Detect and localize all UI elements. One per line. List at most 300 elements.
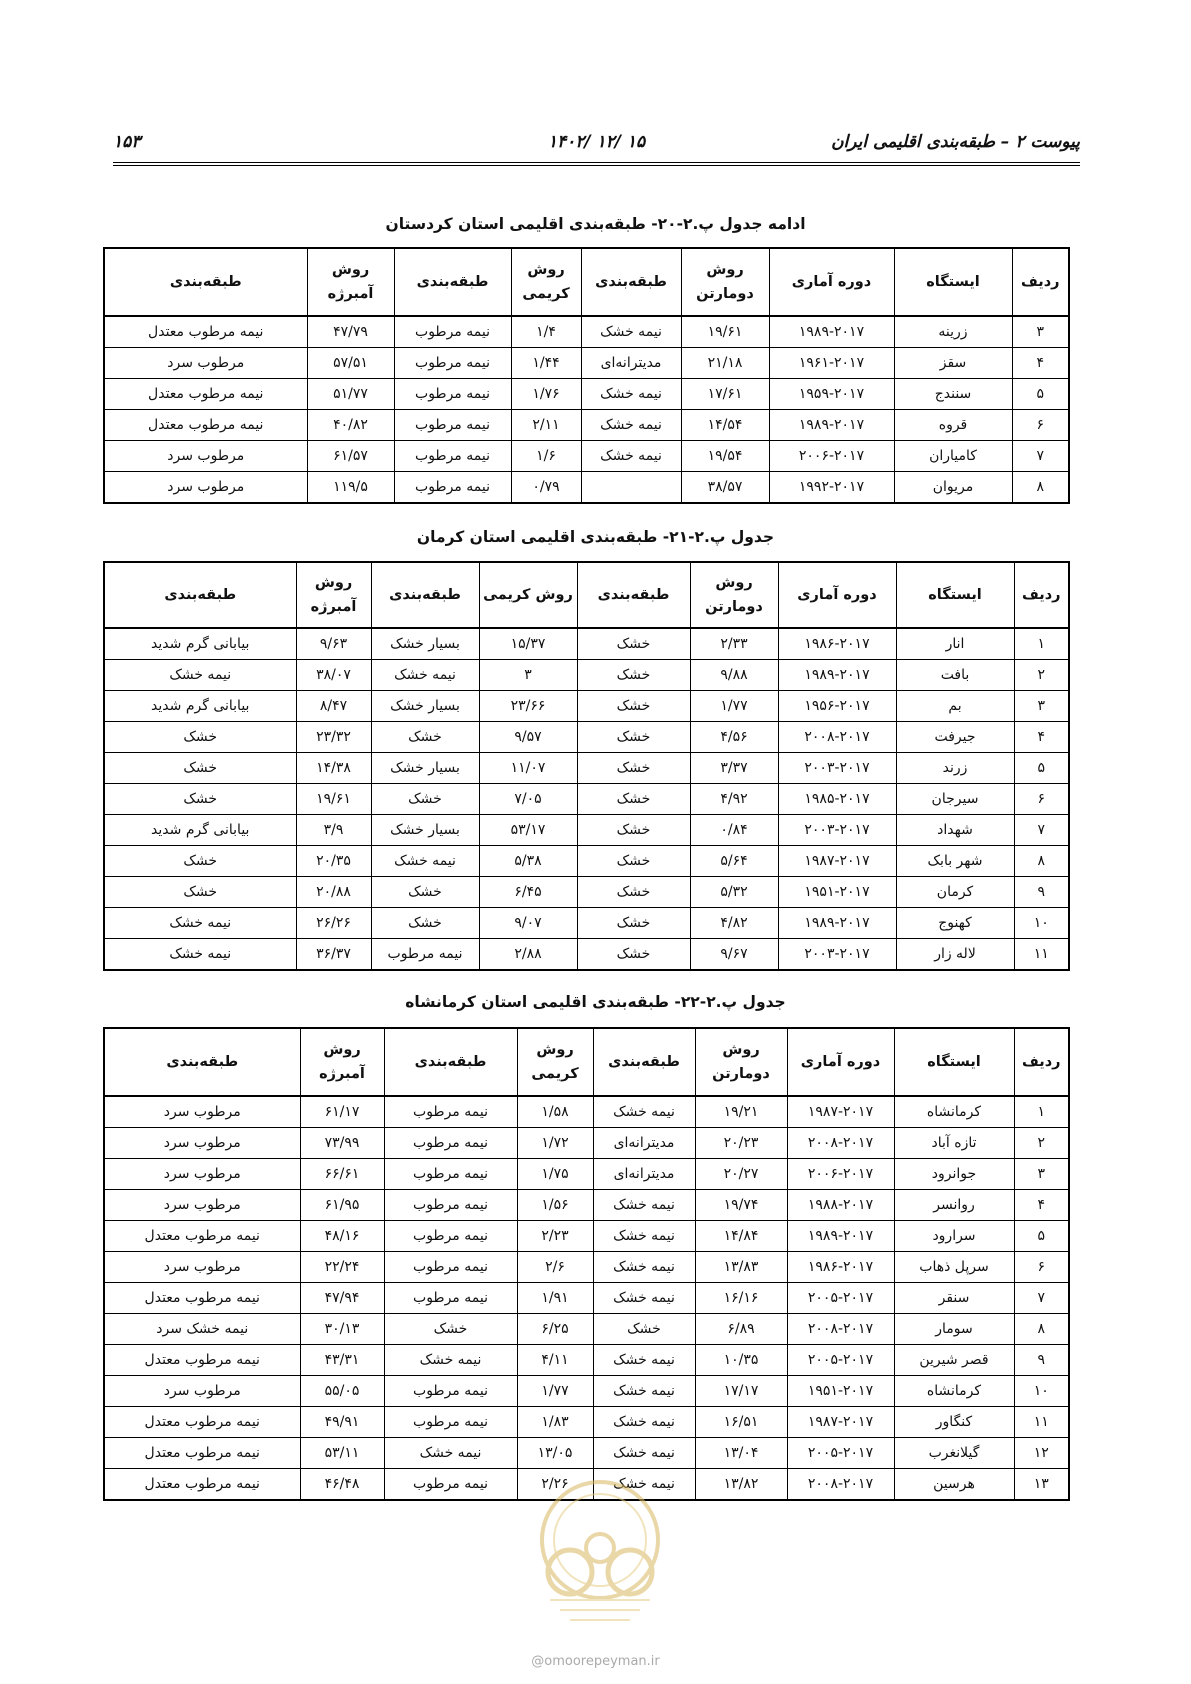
cell-period: ۱۹۵۶-۲۰۱۷ [778, 691, 896, 722]
header-station: ایستگاه [894, 1028, 1014, 1096]
table-row [104, 908, 1069, 939]
header-demartonne: روش دومارتن [690, 562, 778, 628]
cell-dm: ۲۰/۲۷ [695, 1159, 787, 1190]
cell-em-class: خشک [104, 722, 296, 753]
cell-em: ۱۹/۶۱ [296, 784, 371, 815]
cell-station: انار [896, 628, 1014, 660]
table2-caption: جدول پ.۲-۲۱- طبقه‌بندی اقلیمی استان کرمان [416, 528, 775, 546]
cell-kr-class: نیمه مرطوب [371, 939, 479, 971]
header-demartonne: روش دومارتن [695, 1028, 787, 1096]
header-period: دوره آماری [769, 248, 894, 316]
table3-caption: جدول پ.۲-۲۲- طبقه‌بندی اقلیمی استان کرمانشاه [405, 993, 786, 1011]
table-row [104, 1407, 1069, 1438]
cell-period: ۱۹۸۸-۲۰۱۷ [787, 1190, 894, 1221]
cell-em: ۳۰/۱۳ [300, 1314, 384, 1345]
cell-em-class: نیمه مرطوب معتدل [104, 316, 307, 348]
cell-dm-class: نیمه خشک [593, 1221, 695, 1252]
cell-em-class: نیمه مرطوب معتدل [104, 379, 307, 410]
cell-em: ۵۵/۰۵ [300, 1376, 384, 1407]
cell-em: ۱۱۹/۵ [307, 472, 394, 504]
cell-kr: ۱/۷۲ [517, 1128, 593, 1159]
header-station: ایستگاه [894, 248, 1012, 316]
cell-kr-class: نیمه مرطوب [384, 1376, 517, 1407]
table-kerman [103, 561, 1070, 971]
cell-dm-class: نیمه خشک [593, 1407, 695, 1438]
cell-period: ۱۹۵۱-۲۰۱۷ [787, 1376, 894, 1407]
cell-station: قروه [894, 410, 1012, 441]
cell-kr: ۵/۳۸ [479, 846, 577, 877]
cell-period: ۲۰۰۸-۲۰۱۷ [787, 1314, 894, 1345]
cell-kr: ۱/۶ [511, 441, 581, 472]
cell-em-class: مرطوب سرد [104, 1159, 300, 1190]
cell-em: ۲۶/۲۶ [296, 908, 371, 939]
cell-dm: ۰/۸۴ [690, 815, 778, 846]
table-row [104, 441, 1069, 472]
cell-em-class: نیمه مرطوب معتدل [104, 1407, 300, 1438]
cell-period: ۲۰۰۳-۲۰۱۷ [778, 939, 896, 971]
cell-dm: ۱۳/۰۴ [695, 1438, 787, 1469]
cell-station: جیرفت [896, 722, 1014, 753]
header-kerimi: روش کریمی [479, 562, 577, 628]
cell-station: سرپل ذهاب [894, 1252, 1014, 1283]
table-row [104, 379, 1069, 410]
cell-station: مریوان [894, 472, 1012, 504]
table-row [104, 722, 1069, 753]
cell-em: ۴۰/۸۲ [307, 410, 394, 441]
cell-station: بم [896, 691, 1014, 722]
cell-station: سنندج [894, 379, 1012, 410]
cell-dm: ۱۶/۱۶ [695, 1283, 787, 1314]
cell-radif: ۱۲ [1014, 1438, 1069, 1469]
cell-radif: ۷ [1014, 1283, 1069, 1314]
cell-em: ۷۳/۹۹ [300, 1128, 384, 1159]
cell-radif: ۲ [1014, 660, 1069, 691]
cell-station: بافت [896, 660, 1014, 691]
cell-period: ۱۹۸۹-۲۰۱۷ [787, 1221, 894, 1252]
cell-kr: ۹/۰۷ [479, 908, 577, 939]
cell-kr-class: نیمه مرطوب [384, 1096, 517, 1128]
cell-kr: ۱/۹۱ [517, 1283, 593, 1314]
cell-radif: ۷ [1014, 815, 1069, 846]
cell-dm-class: نیمه خشک [593, 1345, 695, 1376]
cell-station: سقز [894, 348, 1012, 379]
cell-kr-class: خشک [384, 1314, 517, 1345]
cell-kr: ۱۵/۳۷ [479, 628, 577, 660]
cell-kr: ۲/۸۸ [479, 939, 577, 971]
cell-period: ۲۰۰۳-۲۰۱۷ [778, 815, 896, 846]
cell-dm: ۳۸/۵۷ [681, 472, 769, 504]
cell-em: ۴۹/۹۱ [300, 1407, 384, 1438]
cell-kr: ۶/۲۵ [517, 1314, 593, 1345]
cell-dm-class: نیمه خشک [593, 1096, 695, 1128]
cell-kr-class: نیمه مرطوب [384, 1469, 517, 1501]
cell-dm: ۱۳/۸۳ [695, 1252, 787, 1283]
cell-period: ۲۰۰۵-۲۰۱۷ [787, 1345, 894, 1376]
cell-radif: ۳ [1014, 1159, 1069, 1190]
cell-kr: ۱/۷۶ [511, 379, 581, 410]
cell-kr: ۹/۵۷ [479, 722, 577, 753]
cell-dm: ۵/۳۲ [690, 877, 778, 908]
cell-em: ۴۳/۳۱ [300, 1345, 384, 1376]
cell-dm-class: نیمه خشک [581, 441, 681, 472]
cell-dm-class [581, 472, 681, 504]
cell-kr: ۱/۸۳ [517, 1407, 593, 1438]
cell-station: کرمان [896, 877, 1014, 908]
table-row [104, 1221, 1069, 1252]
cell-kr-class: نیمه خشک [371, 846, 479, 877]
table-row [104, 1096, 1069, 1128]
cell-em-class: خشک [104, 877, 296, 908]
cell-station: زرند [896, 753, 1014, 784]
cell-kr: ۱/۴۴ [511, 348, 581, 379]
cell-em: ۲۳/۳۲ [296, 722, 371, 753]
cell-station: شهداد [896, 815, 1014, 846]
cell-radif: ۶ [1012, 410, 1069, 441]
cell-station: شهر بابک [896, 846, 1014, 877]
table-kermanshah [103, 1027, 1070, 1501]
cell-dm: ۲۰/۲۳ [695, 1128, 787, 1159]
cell-dm-class: خشک [577, 815, 690, 846]
cell-period: ۲۰۰۳-۲۰۱۷ [778, 753, 896, 784]
cell-kr-class: نیمه مرطوب [384, 1128, 517, 1159]
cell-dm: ۱۹/۲۱ [695, 1096, 787, 1128]
header-emberger: روش آمبرژه [300, 1028, 384, 1096]
header-kerimi: روش کریمی [517, 1028, 593, 1096]
cell-kr-class: نیمه مرطوب [394, 410, 511, 441]
cell-station: گیلانغرب [894, 1438, 1014, 1469]
page-number: ۱۵۳ [113, 132, 141, 152]
cell-em: ۸/۴۷ [296, 691, 371, 722]
cell-period: ۱۹۸۶-۲۰۱۷ [787, 1252, 894, 1283]
cell-em-class: مرطوب سرد [104, 441, 307, 472]
cell-station: سومار [894, 1314, 1014, 1345]
cell-station: سیرجان [896, 784, 1014, 815]
cell-dm: ۹/۸۸ [690, 660, 778, 691]
table1-caption: ادامه جدول پ.۲-۲۰- طبقه‌بندی اقلیمی استان کردستان [385, 215, 806, 233]
header-demartonne-class: طبقه‌بندی [577, 562, 690, 628]
table-row [104, 1314, 1069, 1345]
cell-period: ۱۹۸۷-۲۰۱۷ [787, 1096, 894, 1128]
cell-kr-class: بسیار خشک [371, 753, 479, 784]
cell-em-class: مرطوب سرد [104, 472, 307, 504]
cell-kr-class: نیمه مرطوب [384, 1221, 517, 1252]
cell-em-class: نیمه خشک [104, 908, 296, 939]
cell-period: ۱۹۸۹-۲۰۱۷ [769, 316, 894, 348]
cell-station: تازه آباد [894, 1128, 1014, 1159]
cell-dm: ۵/۶۴ [690, 846, 778, 877]
cell-dm: ۱/۷۷ [690, 691, 778, 722]
cell-em: ۵۱/۷۷ [307, 379, 394, 410]
cell-station: زرینه [894, 316, 1012, 348]
cell-dm-class: نیمه خشک [593, 1190, 695, 1221]
table-row [104, 1283, 1069, 1314]
table-row [104, 1376, 1069, 1407]
cell-kr: ۱/۵۸ [517, 1096, 593, 1128]
header-radif: ردیف [1014, 1028, 1069, 1096]
cell-radif: ۵ [1012, 379, 1069, 410]
cell-period: ۱۹۸۹-۲۰۱۷ [778, 660, 896, 691]
header-period: دوره آماری [778, 562, 896, 628]
cell-station: کرمانشاه [894, 1096, 1014, 1128]
cell-radif: ۱۱ [1014, 1407, 1069, 1438]
cell-em: ۲۲/۲۴ [300, 1252, 384, 1283]
header-emberger: روش آمبرژه [296, 562, 371, 628]
cell-dm-class: خشک [577, 846, 690, 877]
header-period: دوره آماری [787, 1028, 894, 1096]
cell-em-class: مرطوب سرد [104, 1128, 300, 1159]
table-row [104, 939, 1069, 971]
cell-kr: ۱۳/۰۵ [517, 1438, 593, 1469]
cell-kr: ۳ [479, 660, 577, 691]
cell-dm-class: خشک [577, 691, 690, 722]
cell-radif: ۶ [1014, 1252, 1069, 1283]
cell-em: ۶۱/۹۵ [300, 1190, 384, 1221]
cell-radif: ۵ [1014, 1221, 1069, 1252]
cell-period: ۱۹۸۷-۲۰۱۷ [787, 1407, 894, 1438]
cell-kr: ۲/۶ [517, 1252, 593, 1283]
cell-em-class: مرطوب سرد [104, 1190, 300, 1221]
cell-kr-class: نیمه مرطوب [394, 441, 511, 472]
cell-em-class: نیمه مرطوب معتدل [104, 1438, 300, 1469]
cell-kr: ۲/۲۳ [517, 1221, 593, 1252]
cell-dm: ۶/۸۹ [695, 1314, 787, 1345]
cell-kr-class: نیمه مرطوب [394, 379, 511, 410]
cell-em: ۳۸/۰۷ [296, 660, 371, 691]
header-emberger: روش آمبرژه [307, 248, 394, 316]
cell-radif: ۴ [1012, 348, 1069, 379]
cell-em-class: نیمه خشک [104, 660, 296, 691]
cell-radif: ۲ [1014, 1128, 1069, 1159]
cell-kr: ۲/۲۶ [517, 1469, 593, 1501]
cell-em-class: خشک [104, 753, 296, 784]
cell-station: کامیاران [894, 441, 1012, 472]
cell-kr: ۱/۵۶ [517, 1190, 593, 1221]
cell-em-class: بیابانی گرم شدید [104, 815, 296, 846]
cell-kr-class: خشک [371, 784, 479, 815]
cell-em-class: نیمه خشک [104, 939, 296, 971]
cell-dm-class: خشک [577, 660, 690, 691]
cell-dm-class: نیمه خشک [593, 1376, 695, 1407]
cell-em: ۴۷/۷۹ [307, 316, 394, 348]
cell-period: ۲۰۰۸-۲۰۱۷ [778, 722, 896, 753]
cell-em-class: نیمه مرطوب معتدل [104, 1283, 300, 1314]
cell-dm-class: خشک [577, 908, 690, 939]
header-emberger-class: طبقه‌بندی [104, 248, 307, 316]
cell-dm-class: خشک [577, 628, 690, 660]
cell-em-class: بیابانی گرم شدید [104, 691, 296, 722]
table-row [104, 784, 1069, 815]
cell-kr-class: نیمه مرطوب [384, 1407, 517, 1438]
table-row [104, 660, 1069, 691]
header-radif: ردیف [1014, 562, 1069, 628]
cell-dm-class: خشک [577, 784, 690, 815]
cell-kr-class: بسیار خشک [371, 815, 479, 846]
header-kerimi-class: طبقه‌بندی [384, 1028, 517, 1096]
cell-dm: ۱۹/۵۴ [681, 441, 769, 472]
cell-dm-class: نیمه خشک [581, 410, 681, 441]
cell-station: جوانرود [894, 1159, 1014, 1190]
cell-em: ۲۰/۳۵ [296, 846, 371, 877]
cell-radif: ۹ [1014, 877, 1069, 908]
cell-dm: ۴/۵۶ [690, 722, 778, 753]
table-row [104, 846, 1069, 877]
cell-kr: ۱/۷۷ [517, 1376, 593, 1407]
cell-radif: ۵ [1014, 753, 1069, 784]
cell-kr: ۱/۴ [511, 316, 581, 348]
table-row [104, 1128, 1069, 1159]
cell-radif: ۶ [1014, 784, 1069, 815]
cell-kr-class: نیمه خشک [384, 1438, 517, 1469]
cell-kr-class: بسیار خشک [371, 691, 479, 722]
cell-radif: ۸ [1014, 1314, 1069, 1345]
cell-kr-class: بسیار خشک [371, 628, 479, 660]
cell-dm-class: نیمه خشک [593, 1252, 695, 1283]
cell-em-class: نیمه مرطوب معتدل [104, 1221, 300, 1252]
cell-period: ۱۹۸۷-۲۰۱۷ [778, 846, 896, 877]
cell-period: ۱۹۸۵-۲۰۱۷ [778, 784, 896, 815]
cell-period: ۲۰۰۵-۲۰۱۷ [787, 1438, 894, 1469]
cell-radif: ۱۰ [1014, 908, 1069, 939]
cell-kr: ۶/۴۵ [479, 877, 577, 908]
cell-em: ۵۷/۵۱ [307, 348, 394, 379]
cell-period: ۱۹۸۹-۲۰۱۷ [769, 410, 894, 441]
cell-kr: ۵۳/۱۷ [479, 815, 577, 846]
cell-em: ۶۶/۶۱ [300, 1159, 384, 1190]
table-kurdistan [103, 247, 1070, 504]
header-emberger-class: طبقه‌بندی [104, 562, 296, 628]
cell-station: کهنوج [896, 908, 1014, 939]
cell-period: ۲۰۰۶-۲۰۱۷ [787, 1159, 894, 1190]
cell-kr-class: خشک [371, 908, 479, 939]
cell-period: ۲۰۰۵-۲۰۱۷ [787, 1283, 894, 1314]
cell-dm-class: مدیترانه‌ای [593, 1159, 695, 1190]
table-row [104, 472, 1069, 504]
cell-em: ۹/۶۳ [296, 628, 371, 660]
table-row [104, 691, 1069, 722]
header-title: پیوست ۲ – طبقه‌بندی اقلیمی ایران [831, 132, 1080, 152]
cell-dm-class: خشک [593, 1314, 695, 1345]
cell-em-class: نیمه خشک سرد [104, 1314, 300, 1345]
cell-dm-class: خشک [577, 877, 690, 908]
cell-kr: ۷/۰۵ [479, 784, 577, 815]
header-station: ایستگاه [896, 562, 1014, 628]
cell-em-class: مرطوب سرد [104, 1096, 300, 1128]
table-row [104, 1190, 1069, 1221]
header-demartonne: روش دومارتن [681, 248, 769, 316]
cell-period: ۱۹۶۱-۲۰۱۷ [769, 348, 894, 379]
cell-station: سرارود [894, 1221, 1014, 1252]
cell-dm-class: خشک [577, 939, 690, 971]
cell-dm: ۱۴/۸۴ [695, 1221, 787, 1252]
page-header [113, 128, 1080, 166]
table-row [104, 1345, 1069, 1376]
cell-station: هرسین [894, 1469, 1014, 1501]
cell-radif: ۸ [1012, 472, 1069, 504]
cell-em: ۴۶/۴۸ [300, 1469, 384, 1501]
cell-kr-class: نیمه مرطوب [394, 348, 511, 379]
cell-kr: ۰/۷۹ [511, 472, 581, 504]
cell-kr-class: نیمه مرطوب [384, 1252, 517, 1283]
cell-em: ۵۳/۱۱ [300, 1438, 384, 1469]
cell-em: ۳۶/۳۷ [296, 939, 371, 971]
cell-dm: ۱۴/۵۴ [681, 410, 769, 441]
table-row [104, 1252, 1069, 1283]
cell-dm: ۱۹/۶۱ [681, 316, 769, 348]
cell-dm-class: خشک [577, 722, 690, 753]
cell-dm: ۹/۶۷ [690, 939, 778, 971]
cell-em-class: بیابانی گرم شدید [104, 628, 296, 660]
cell-dm: ۴/۸۲ [690, 908, 778, 939]
cell-radif: ۳ [1014, 691, 1069, 722]
cell-em: ۶۱/۱۷ [300, 1096, 384, 1128]
cell-kr: ۲۳/۶۶ [479, 691, 577, 722]
watermark-logo [510, 1460, 690, 1640]
cell-em: ۳/۹ [296, 815, 371, 846]
table-row [104, 628, 1069, 660]
cell-period: ۲۰۰۶-۲۰۱۷ [769, 441, 894, 472]
table-row [104, 410, 1069, 441]
cell-em: ۲۰/۸۸ [296, 877, 371, 908]
cell-dm: ۱۶/۵۱ [695, 1407, 787, 1438]
cell-dm: ۱۰/۳۵ [695, 1345, 787, 1376]
header-emberger-class: طبقه‌بندی [104, 1028, 300, 1096]
header-kerimi-class: طبقه‌بندی [394, 248, 511, 316]
cell-em-class: نیمه مرطوب معتدل [104, 1469, 300, 1501]
cell-em-class: نیمه مرطوب معتدل [104, 410, 307, 441]
cell-dm-class: نیمه خشک [593, 1438, 695, 1469]
cell-kr-class: نیمه خشک [384, 1345, 517, 1376]
header-demartonne-class: طبقه‌بندی [593, 1028, 695, 1096]
cell-period: ۲۰۰۸-۲۰۱۷ [787, 1128, 894, 1159]
cell-radif: ۱۰ [1014, 1376, 1069, 1407]
table-row [104, 815, 1069, 846]
cell-period: ۱۹۸۶-۲۰۱۷ [778, 628, 896, 660]
cell-em: ۴۸/۱۶ [300, 1221, 384, 1252]
cell-radif: ۱۱ [1014, 939, 1069, 971]
cell-station: کنگاور [894, 1407, 1014, 1438]
table-row [104, 877, 1069, 908]
cell-radif: ۸ [1014, 846, 1069, 877]
cell-station: سنقر [894, 1283, 1014, 1314]
cell-dm: ۱۷/۶۱ [681, 379, 769, 410]
cell-dm-class: مدیترانه‌ای [593, 1128, 695, 1159]
cell-dm: ۳/۳۷ [690, 753, 778, 784]
cell-radif: ۴ [1014, 722, 1069, 753]
cell-em-class: خشک [104, 846, 296, 877]
cell-kr-class: خشک [371, 722, 479, 753]
cell-station: کرمانشاه [894, 1376, 1014, 1407]
cell-dm: ۱۹/۷۴ [695, 1190, 787, 1221]
cell-period: ۱۹۵۹-۲۰۱۷ [769, 379, 894, 410]
cell-dm-class: خشک [577, 753, 690, 784]
cell-station: قصر شیرین [894, 1345, 1014, 1376]
cell-kr-class: نیمه مرطوب [384, 1159, 517, 1190]
cell-kr-class: نیمه مرطوب [384, 1283, 517, 1314]
cell-period: ۱۹۵۱-۲۰۱۷ [778, 877, 896, 908]
cell-kr-class: نیمه مرطوب [394, 316, 511, 348]
cell-dm: ۴/۹۲ [690, 784, 778, 815]
header-kerimi-class: طبقه‌بندی [371, 562, 479, 628]
cell-radif: ۷ [1012, 441, 1069, 472]
cell-em-class: مرطوب سرد [104, 1252, 300, 1283]
cell-em: ۶۱/۵۷ [307, 441, 394, 472]
cell-kr: ۴/۱۱ [517, 1345, 593, 1376]
cell-em-class: مرطوب سرد [104, 348, 307, 379]
cell-dm-class: نیمه خشک [593, 1283, 695, 1314]
cell-dm-class: نیمه خشک [581, 316, 681, 348]
cell-period: ۱۹۸۹-۲۰۱۷ [778, 908, 896, 939]
cell-radif: ۴ [1014, 1190, 1069, 1221]
